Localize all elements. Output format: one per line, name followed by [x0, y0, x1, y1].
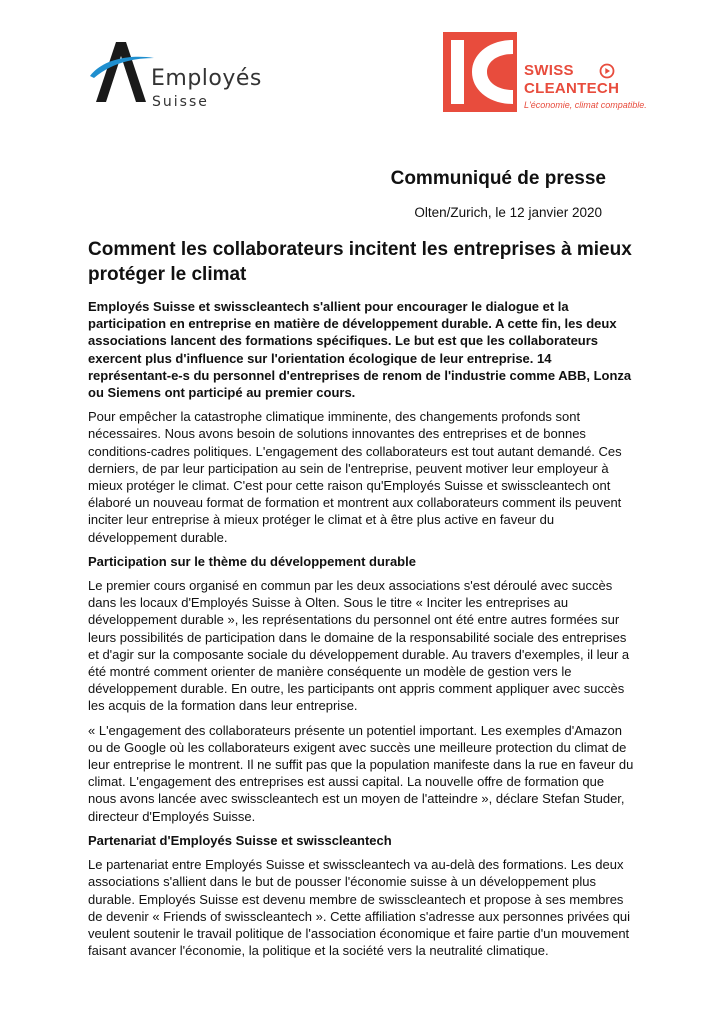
- section-heading-participation: Participation sur le thème du développement durable: [88, 553, 416, 569]
- employes-mark-icon: [88, 38, 158, 108]
- employes-suisse-logo: [88, 38, 298, 116]
- swisscleantech-mark-icon: [443, 32, 517, 112]
- article-body: [88, 298, 634, 966]
- document-type: Communiqué de presse: [390, 168, 606, 189]
- document-date: Olten/Zurich, le 12 janvier 2020: [414, 205, 602, 220]
- employes-logo-name: Employés: [151, 66, 262, 91]
- press-release-title: Comment les collaborateurs incitent les entreprises à mieux protéger le climat: [88, 239, 632, 285]
- lead-paragraph: Employés Suisse et swisscleantech s'allient pour encourager le dialogue et la participation en entreprise en matière de développement durable. A cette fin, les deux associations lancent des formations spécifiques. Le but est que les collaborateurs exercent plus d'influence sur l'orientation écologique de leur entreprise. 14 représentant-e-s du personnel d'entreprises de renom de l'industrie comme ABB, Lonza ou Siemens ont participé au premier cours.: [88, 299, 632, 401]
- employes-logo-sub: Suisse: [152, 94, 209, 110]
- section-heading-partnership: Partenariat d'Employés Suisse et swisscleantech: [88, 832, 392, 848]
- body-paragraph-4: Le partenariat entre Employés Suisse et swisscleantech va au-delà des formations. Les deux associations s'allient dans le but de pousser l'économie suisse à un développement plus durable. Employés Suisse est devenu membre de swisscleantech et propose à ses membres de devenir « Friends of swisscleantech ». Cette affiliation s'adresse aux personnes privées qui veulent soutenir le travail politique de l'association économique et faire partie d'un mouvement faisant avancer l'économie, la politique et la société vers la neutralité climatique.: [88, 857, 631, 959]
- swisscleantech-line1: SWISS: [524, 62, 574, 79]
- body-paragraph-1: Pour empêcher la catastrophe climatique imminente, des changements profonds sont nécessaires. Nous avons besoin de solutions innovantes des entreprises et de bonnes conditions-cadres politiques. L'engagement des collaborateurs est tout autant demandé. Ces derniers, de par leur participation au sein de l'entreprise, peuvent motiver leur employeur à mieux protéger le climat. C'est pour cette raison qu'Employés Suisse et swisscleantech ont élaboré un nouveau format de formation et montrent aux collaborateurs comment ils peuvent inciter leur entreprise à mieux protéger le climat et à être plus active en faveur du développement durable.: [88, 409, 622, 545]
- quote-paragraph: « L'engagement des collaborateurs présente un potentiel important. Les exemples d'Amazon ou de Google où les collaborateurs exigent avec succès une meilleure protection du climat de leur entreprise le montrent. Il ne suffit pas que la population manifeste dans la rue en faveur du climat. L'engagement des entreprises est aussi capital. La nouvelle offre de formation que nous avons lancée avec swisscleantech est un moyen de l'atteindre », déclare Stefan Studer, directeur d'Employés Suisse.: [88, 722, 634, 824]
- body-paragraph-2: Le premier cours organisé en commun par les deux associations s'est déroulé avec succès dans les locaux d'Employés Suisse à Olten. Sous le titre « Inciter les entreprises au développement durable », les représentations du personnel ont été entre autres formées sur leurs possibilités de participation dans le domaine de la responsabilité sociale des entreprises et d'agir sur la composante sociale du développement durable. Au travers d'exemples, il leur a été montré comment orienter de manière conséquente un modèle de gestion vers le développement durable. En outre, les participants ont appris comment appliquer avec succès les acquis de la formation dans leur entreprise.: [88, 578, 630, 714]
- play-circle-icon: [599, 63, 615, 79]
- swisscleantech-line2: CLEANTECH: [524, 80, 620, 97]
- swisscleantech-logo: [443, 32, 647, 114]
- swisscleantech-tagline: L'économie, climat compatible.: [524, 100, 647, 110]
